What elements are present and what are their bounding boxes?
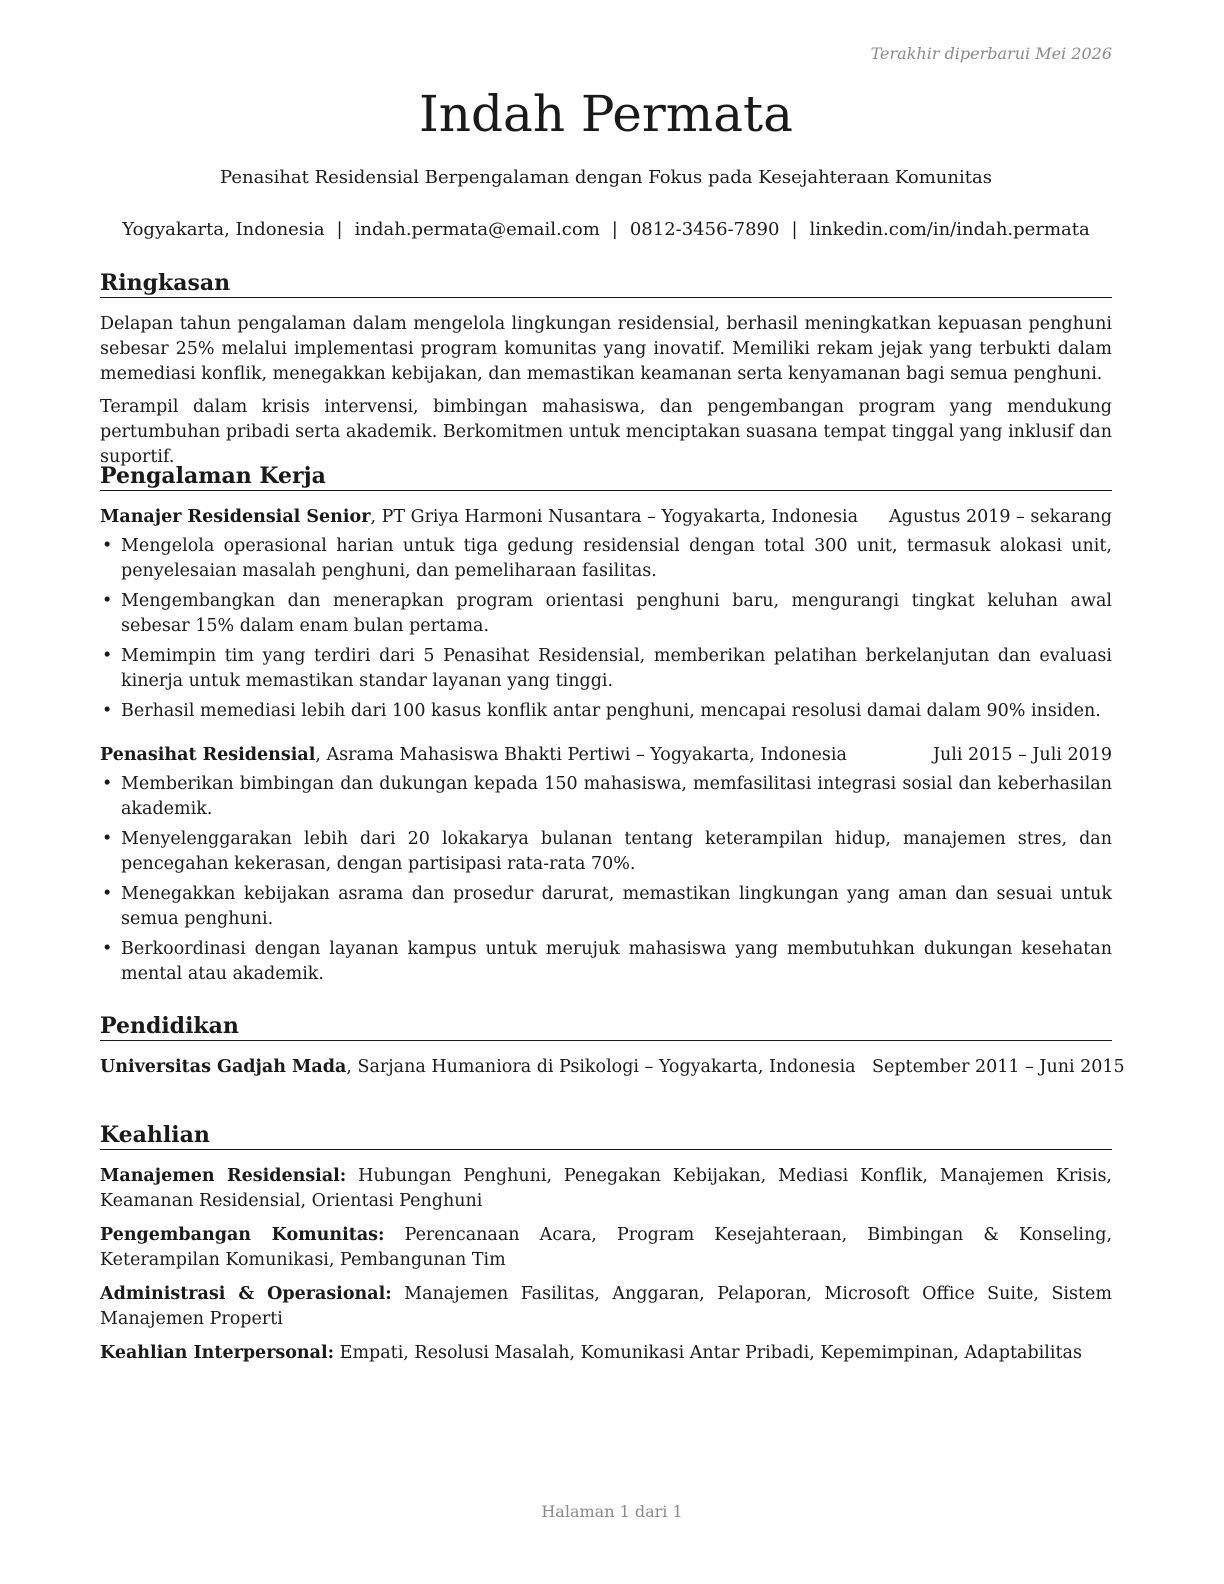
list-item [100, 882, 1112, 932]
bullet-icon: • [102, 701, 113, 722]
page-number: Halaman 1 dari 1 [541, 1502, 683, 1521]
contact-phone: 0812-3456-7890 [629, 219, 780, 240]
bullet-icon: • [102, 829, 113, 850]
summary-section [100, 270, 1112, 470]
job-entry [100, 505, 1112, 724]
contact-separator: | [336, 219, 343, 240]
section-title-education: Pendidikan [100, 1013, 1112, 1041]
bullet-icon: • [102, 646, 113, 667]
skill-label: Administrasi & Operasional: [100, 1284, 392, 1305]
job-org: , PT Griya Harmoni Nusantara – Yogyakarta, Indonesia [370, 507, 859, 528]
skill-group [100, 1341, 1112, 1366]
list-item [100, 534, 1112, 584]
bullet-text: Berhasil memediasi lebih dari 100 kasus konflik antar penghuni, mencapai resolusi damai dalam 90% insiden. [121, 701, 1101, 722]
bullet-text: Menegakkan kebijakan asrama dan prosedur darurat, memastikan lingkungan yang aman dan sesuai untuk semua penghuni. [121, 884, 1112, 930]
bullet-icon: • [102, 939, 113, 960]
skill-label: Keahlian Interpersonal: [100, 1343, 335, 1364]
job-role: Manajer Residensial Senior [100, 507, 371, 528]
contact-separator: | [791, 219, 798, 240]
job-title-line [100, 505, 858, 530]
contact-location: Yogyakarta, Indonesia [122, 219, 325, 240]
skill-items: Perencanaan Acara, Program Kesejahteraan, Bimbingan & Konseling, Keterampilan Komunikasi, Pembangunan Tim [100, 1225, 1113, 1271]
candidate-name: Indah Permata [419, 85, 793, 143]
job-title-line [100, 743, 847, 768]
job-dates: Juli 2015 – Juli 2019 [932, 745, 1112, 766]
section-title-experience: Pengalaman Kerja [100, 463, 1112, 491]
job-bullets [100, 772, 1112, 987]
skill-group [100, 1223, 1112, 1273]
bullet-text: Memimpin tim yang terdiri dari 5 Penasihat Residensial, memberikan pelatihan berkelanjutan dan evaluasi kinerja untuk memastikan standar layanan yang tinggi. [121, 646, 1112, 692]
skill-items: Hubungan Penghuni, Penegakan Kebijakan, Mediasi Konflik, Manajemen Krisis, Keamanan Residensial, Orientasi Penghuni [100, 1166, 1112, 1212]
list-item [100, 644, 1112, 694]
education-line [100, 1055, 856, 1080]
skill-group [100, 1164, 1112, 1214]
job-entry [100, 743, 1112, 987]
experience-section [100, 463, 1112, 992]
bullet-text: Berkoordinasi dengan layanan kampus untuk merujuk mahasiswa yang membutuhkan dukungan kesehatan mental atau akademik. [121, 939, 1112, 985]
bullet-text: Mengelola operasional harian untuk tiga gedung residensial dengan total 300 unit, termasuk alokasi unit, penyelesaian masalah penghuni, dan pemeliharaan fasilitas. [121, 536, 1112, 582]
list-item [100, 699, 1112, 724]
job-header [100, 743, 1112, 768]
tagline: Penasihat Residensial Berpengalaman dengan Fokus pada Kesejahteraan Komunitas [220, 167, 992, 188]
skill-items: Empati, Resolusi Masalah, Komunikasi Antar Pribadi, Kepemimpinan, Adaptabilitas [334, 1343, 1082, 1364]
bullet-text: Menyelenggarakan lebih dari 20 lokakarya bulanan tentang keterampilan hidup, manajemen stres, dan pencegahan kekerasan, dengan partisipasi rata-rata 70%. [121, 829, 1112, 875]
skill-label: Pengembangan Komunitas: [100, 1225, 385, 1246]
education-entry [100, 1055, 1125, 1080]
bullet-icon: • [102, 591, 113, 612]
education-school: Universitas Gadjah Mada [100, 1057, 347, 1078]
education-detail: , Sarjana Humaniora di Psikologi – Yogyakarta, Indonesia [346, 1057, 856, 1078]
job-header [100, 505, 1112, 530]
summary-paragraph: Delapan tahun pengalaman dalam mengelola lingkungan residensial, berhasil meningkatkan kepuasan penghuni sebesar 25% melalui implementasi program komunitas yang inovatif. Memiliki rekam jejak yang terbukti dalam memediasi konflik, menegakkan kebijakan, dan memastikan keamanan serta kenyamanan bagi semua penghuni. [100, 314, 1112, 385]
bullet-icon: • [102, 774, 113, 795]
section-title-skills: Keahlian [100, 1122, 1112, 1150]
skill-items: Manajemen Fasilitas, Anggaran, Pelaporan, Microsoft Office Suite, Sistem Manajemen Properti [100, 1284, 1112, 1330]
skills-section [100, 1122, 1112, 1375]
bullet-icon: • [102, 884, 113, 905]
list-item [100, 827, 1112, 877]
skill-group [100, 1282, 1112, 1332]
bullet-icon: • [102, 536, 113, 557]
contact-email[interactable]: indah.permata@email.com [354, 219, 600, 240]
list-item [100, 772, 1112, 822]
job-bullets [100, 534, 1112, 724]
summary-paragraph: Terampil dalam krisis intervensi, bimbingan mahasiswa, dan pengembangan program yang mendukung pertumbuhan pribadi serta akademik. Berkomitmen untuk menciptakan suasana tempat tinggal yang inklusif dan suportif. [100, 397, 1112, 468]
list-item [100, 589, 1112, 639]
education-section [100, 1013, 1125, 1080]
contact-separator: | [611, 219, 618, 240]
list-item [100, 937, 1112, 987]
job-org: , Asrama Mahasiswa Bhakti Pertiwi – Yogyakarta, Indonesia [315, 745, 847, 766]
last-updated: Terakhir diperbarui Mei 2026 [870, 44, 1112, 63]
bullet-text: Mengembangkan dan menerapkan program orientasi penghuni baru, mengurangi tingkat keluhan awal sebesar 15% dalam enam bulan pertama. [121, 591, 1112, 637]
job-dates: Agustus 2019 – sekarang [889, 507, 1112, 528]
section-title-summary: Ringkasan [100, 270, 1112, 298]
contact-linkedin[interactable]: linkedin.com/in/indah.permata [809, 219, 1090, 240]
bullet-text: Memberikan bimbingan dan dukungan kepada 150 mahasiswa, memfasilitasi integrasi sosial dan keberhasilan akademik. [121, 774, 1112, 820]
skill-label: Manajemen Residensial: [100, 1166, 347, 1187]
education-dates: September 2011 – Juni 2015 [872, 1057, 1125, 1078]
job-role: Penasihat Residensial [100, 745, 316, 766]
contact-line [100, 219, 1112, 240]
